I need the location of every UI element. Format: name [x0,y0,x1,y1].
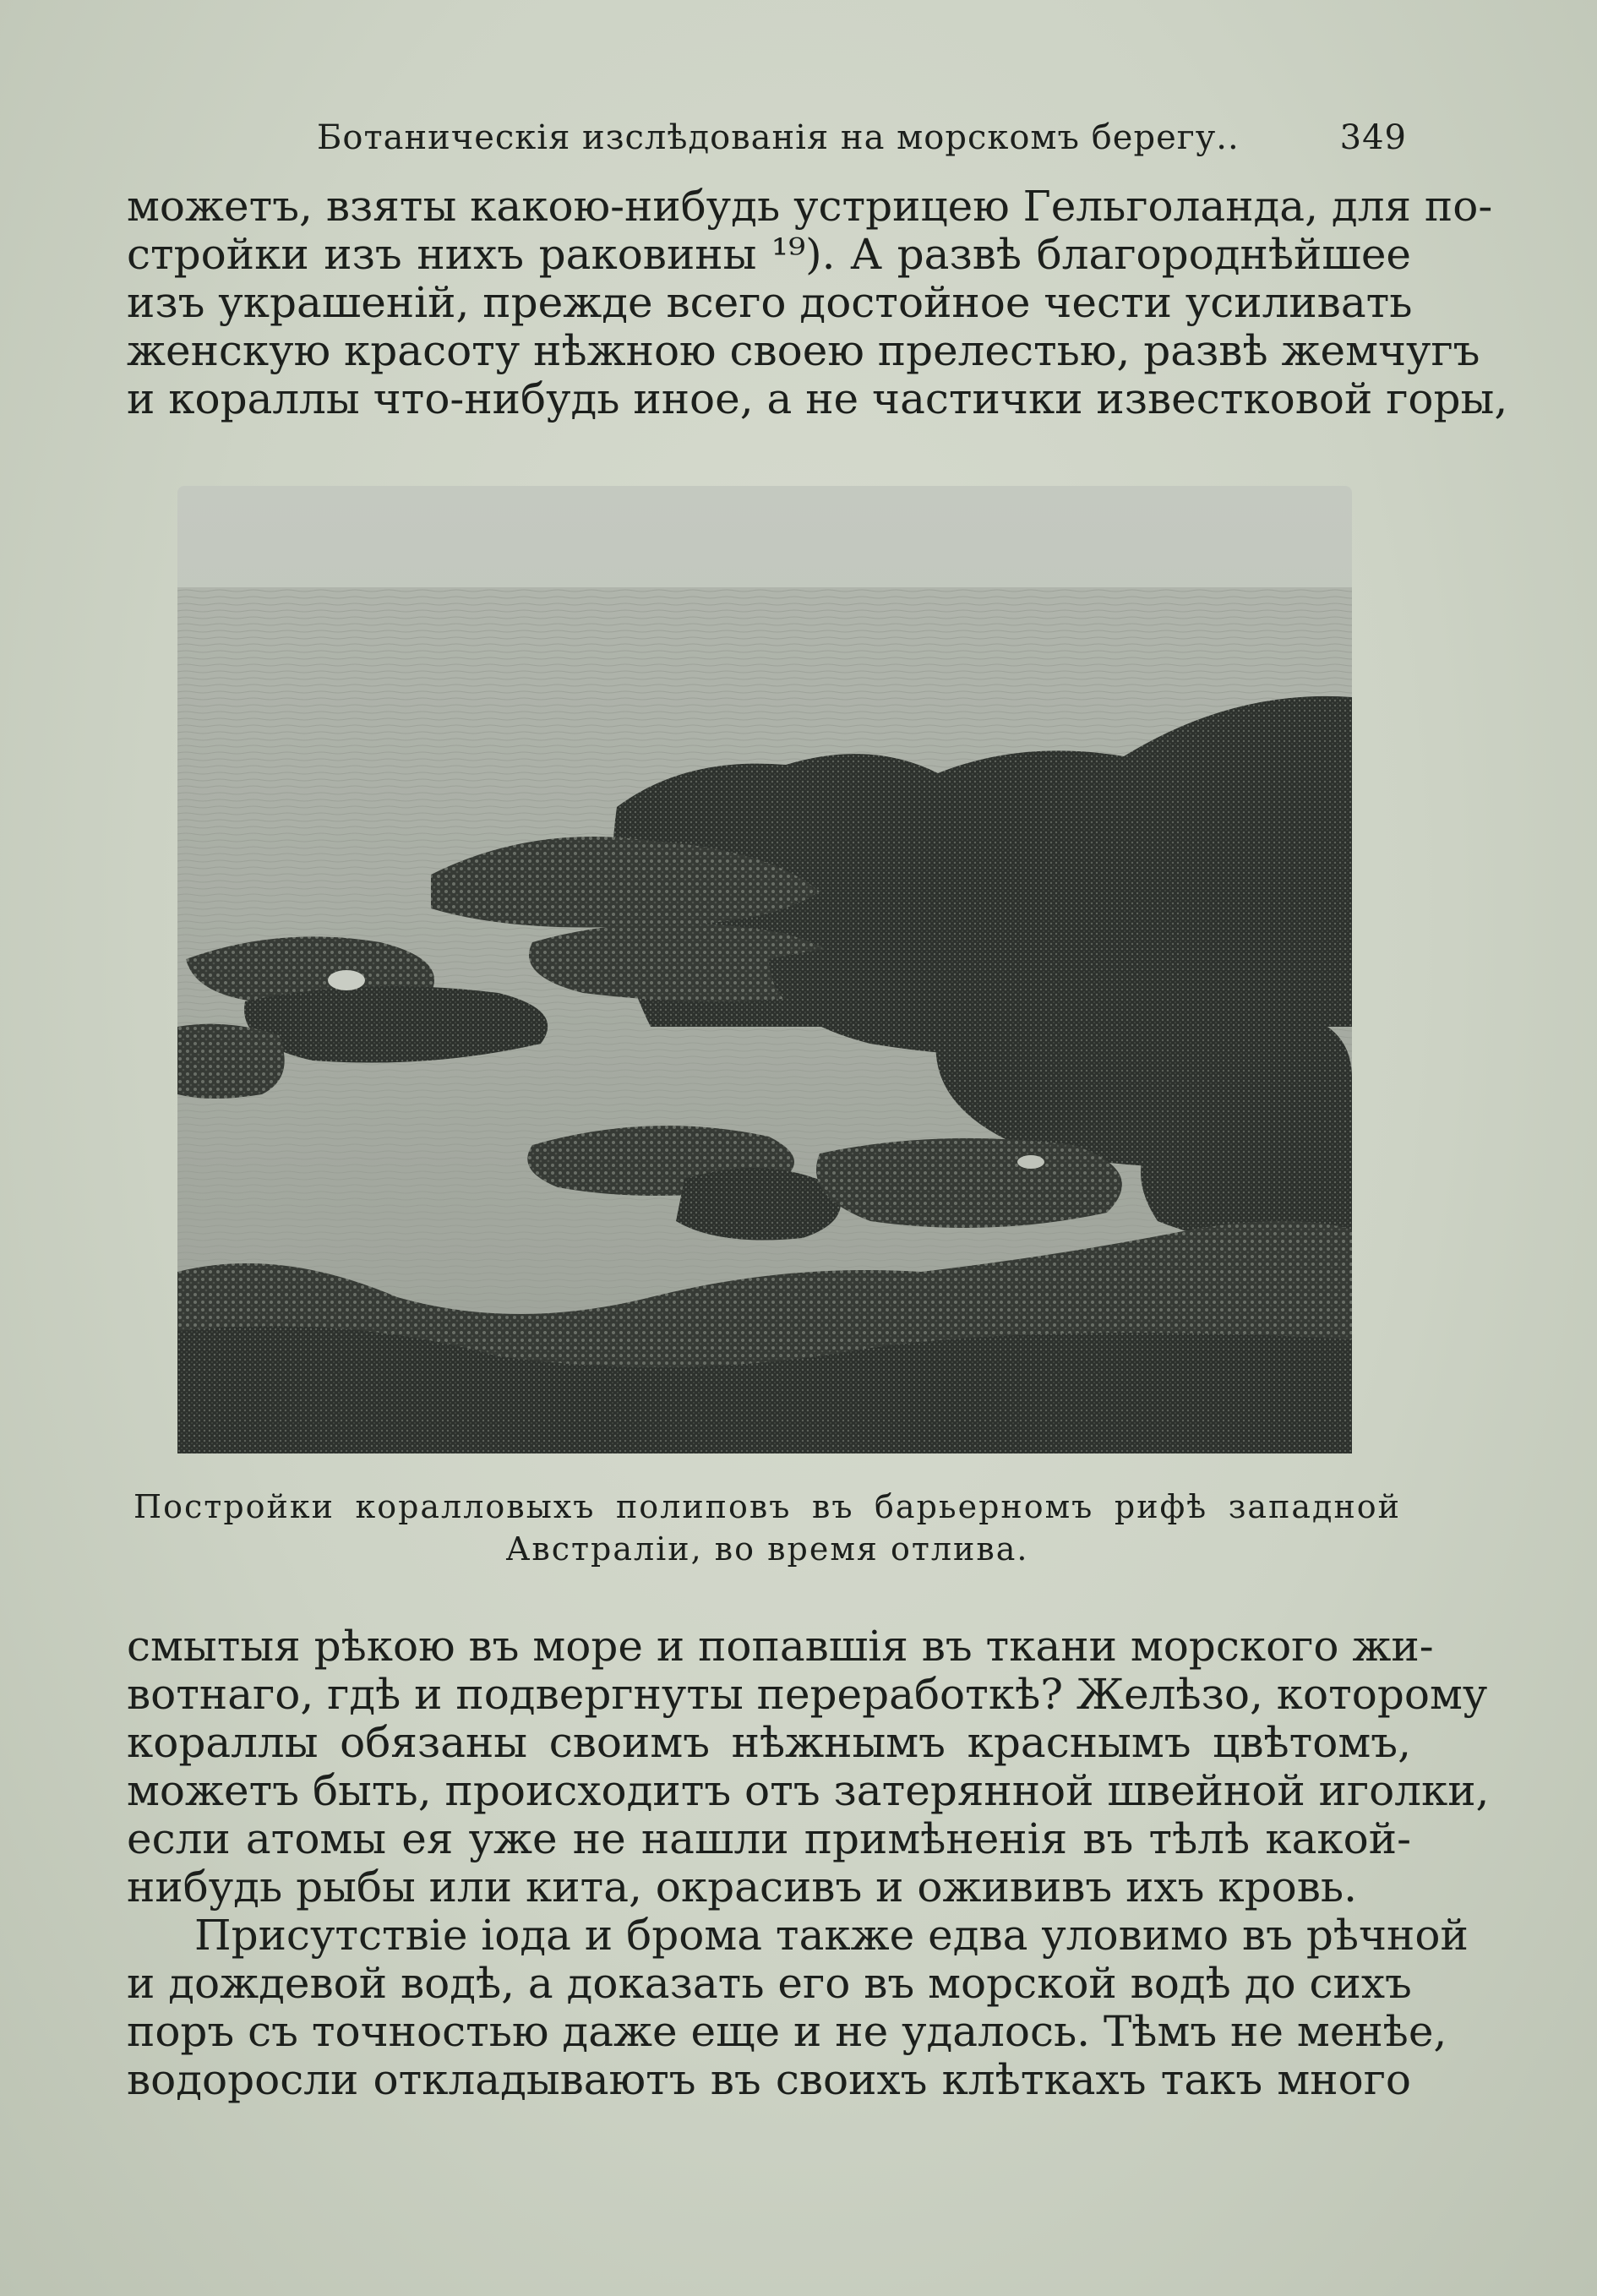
coral-reef-photograph [177,486,1352,1453]
text-line: кораллы обязаны своимъ нѣжнымъ краснымъ цвѣтомъ, [127,1718,1411,1767]
top-paragraph [127,182,1508,423]
figure-caption [134,1486,1401,1570]
text-line: женскую красоту нѣжною своею прелестью, развѣ жемчугъ [127,326,1480,375]
text-line: если атомы ея уже не нашли примѣненія въ тѣлѣ какой- [127,1814,1411,1863]
text-line: вотнаго, гдѣ и подвергнуты переработкѣ? Желѣзо, которому [127,1670,1488,1719]
caption-line-2: Австраліи, во время отлива. [505,1530,1029,1568]
text-line: стройки изъ нихъ раковины ¹⁹). А развѣ благороднѣйшее [127,230,1411,279]
text-line: Присутствіе іода и брома также едва уловимо въ рѣчной [194,1911,1469,1960]
text-line: и кораллы что-нибудь иное, а не частички известковой горы, [127,374,1508,423]
page-number: 349 [1339,118,1407,157]
paragraph-1 [127,1622,1490,1912]
bottom-text [127,1622,1490,2104]
text-line: поръ съ точностью даже еще и не удалось. Тѣмъ не менѣе, [127,2007,1447,2056]
text-line: и дождевой водѣ, а доказать его въ морской водѣ до сихъ [127,1959,1412,2008]
text-line: нибудь рыбы или кита, окрасивъ и ожививъ ихъ кровь. [127,1862,1357,1912]
text-line: изъ украшеній, прежде всего достойное чести усиливать [127,278,1413,327]
running-head-title: Ботаническія изслѣдованія на морскомъ берегу.. [317,118,1240,157]
running-head [317,118,1407,169]
text-line: водоросли откладываютъ въ своихъ клѣткахъ такъ много [127,2055,1411,2104]
text-line: можетъ, взяты какою-нибудь устрицею Гельголанда, для по- [127,182,1493,231]
text-line: смытыя рѣкою въ море и попавшія въ ткани морского жи- [127,1622,1434,1671]
caption-line-1: Постройки коралловыхъ полиповъ въ барьерномъ рифѣ западной [134,1488,1401,1525]
text-line: можетъ быть, происходитъ отъ затерянной швейной иголки, [127,1766,1490,1815]
paragraph-2 [127,1911,1469,2104]
